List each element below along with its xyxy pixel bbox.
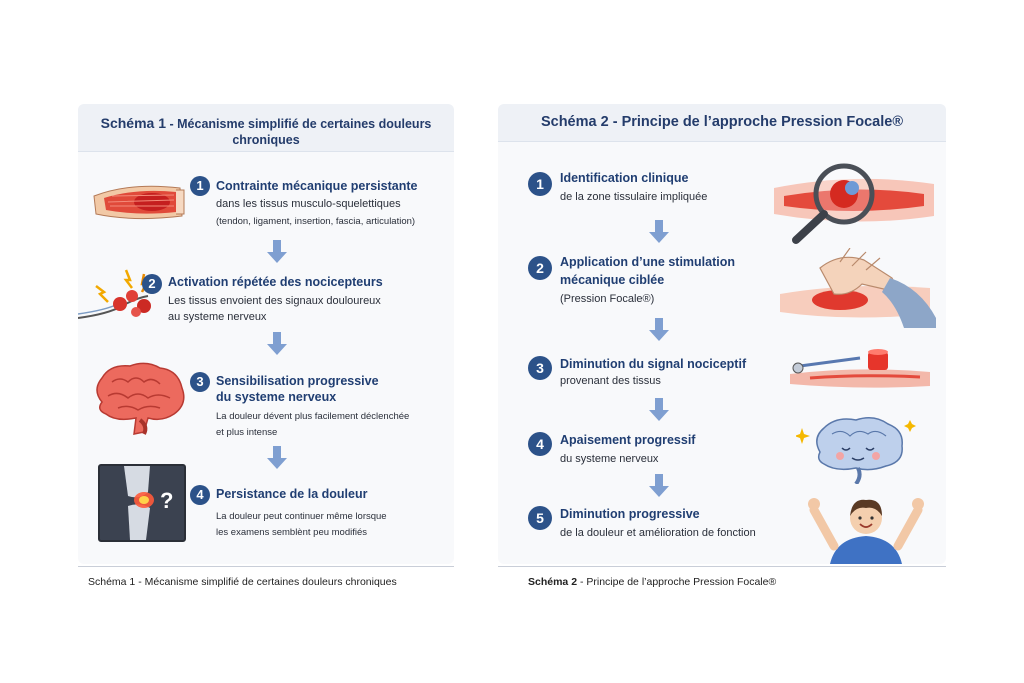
step-desc: La douleur peut continuer même lorsque [216,511,387,522]
magnifier-icon [774,158,934,244]
happy-person-icon [806,490,926,564]
step-title: Application d’une stimulation [560,255,735,269]
caption-label: Schéma 1 [88,576,136,588]
step-title: Identification clinique [560,171,689,185]
calm-brain-icon [796,412,920,484]
step-number: 2 [528,256,552,280]
step-desc: au systeme nerveux [168,311,267,323]
schema1-label: Schéma 1 [100,115,166,131]
schema2-caption [528,576,776,588]
step-desc: dans les tissus musculo-squelettiques [216,198,401,210]
step-title: Sensibilisation progressive [216,374,379,388]
step-number: 3 [528,356,552,380]
down-arrow-icon [648,474,670,498]
caption-divider [78,566,454,567]
hands-pressure-icon [780,248,936,328]
step-number: 3 [190,372,210,392]
step-title: Persistance de la douleur [216,487,368,501]
caption-text: - Principe de l’approche Pression Focale® [579,576,777,588]
step-title-line2: mécanique ciblée [560,273,665,287]
step-desc: les examens semblènt peu modifiés [216,527,368,538]
step-desc: (Pression Focale®) [560,293,655,305]
down-arrow-icon [266,446,288,470]
step-desc: Les tissus envoient des signaux douloureux [168,295,381,307]
step-number: 4 [528,432,552,456]
step-desc: provenant des tissus [560,375,661,387]
knee-xray-icon [98,464,186,542]
schema2-label: Schéma 2 [540,114,609,130]
caption-divider [498,566,946,567]
step-number: 1 [528,172,552,196]
step-number: 2 [142,274,162,294]
schema1-separator: - [169,117,174,131]
schema2-title: Principe de l’approche Pression Focale® [621,114,904,130]
down-arrow-icon [266,240,288,264]
step-desc: du systeme nerveux [560,453,659,465]
step-title: Apaisement progressif [560,433,696,447]
step-desc: de la douleur et amélioration de fonction [560,527,756,539]
probe-icon [790,344,930,390]
down-arrow-icon [648,398,670,422]
schema2-header [498,104,946,142]
schema2-separator: - [612,114,618,130]
caption-label: Schéma 2 [528,576,578,588]
schema1-header [78,104,454,152]
step-desc: La douleur dévent plus facilement déclenchée [216,411,410,422]
step-desc: et plus intense [216,427,278,438]
muscle-tissue-icon [90,182,186,222]
step-number: 1 [190,176,210,196]
step-title: Diminution progressive [560,507,700,521]
step-desc: de la zone tissulaire impliquée [560,191,708,203]
step-title: Contrainte mécanique persistante [216,179,418,193]
schema2-panel [498,104,946,564]
down-arrow-icon [266,332,288,356]
down-arrow-icon [648,318,670,342]
schema1-panel [78,104,454,564]
schema1-title: Mécanisme simplifié de certaines douleurs chroniques [177,117,432,147]
step-desc: (tendon, ligament, insertion, fascia, articulation) [216,216,416,227]
caption-text: - Mécanisme simplifié de certaines douleurs chroniques [138,576,397,588]
schema1-caption [88,576,397,588]
step-title: Activation répétée des nocicepteurs [168,275,383,289]
step-number: 4 [190,485,210,505]
step-title-line2: du systeme nerveux [216,390,337,404]
question-mark: ? [160,488,174,513]
down-arrow-icon [648,220,670,244]
step-number: 5 [528,506,552,530]
step-title: Diminution du signal nociceptif [560,357,747,371]
brain-icon [88,360,188,440]
